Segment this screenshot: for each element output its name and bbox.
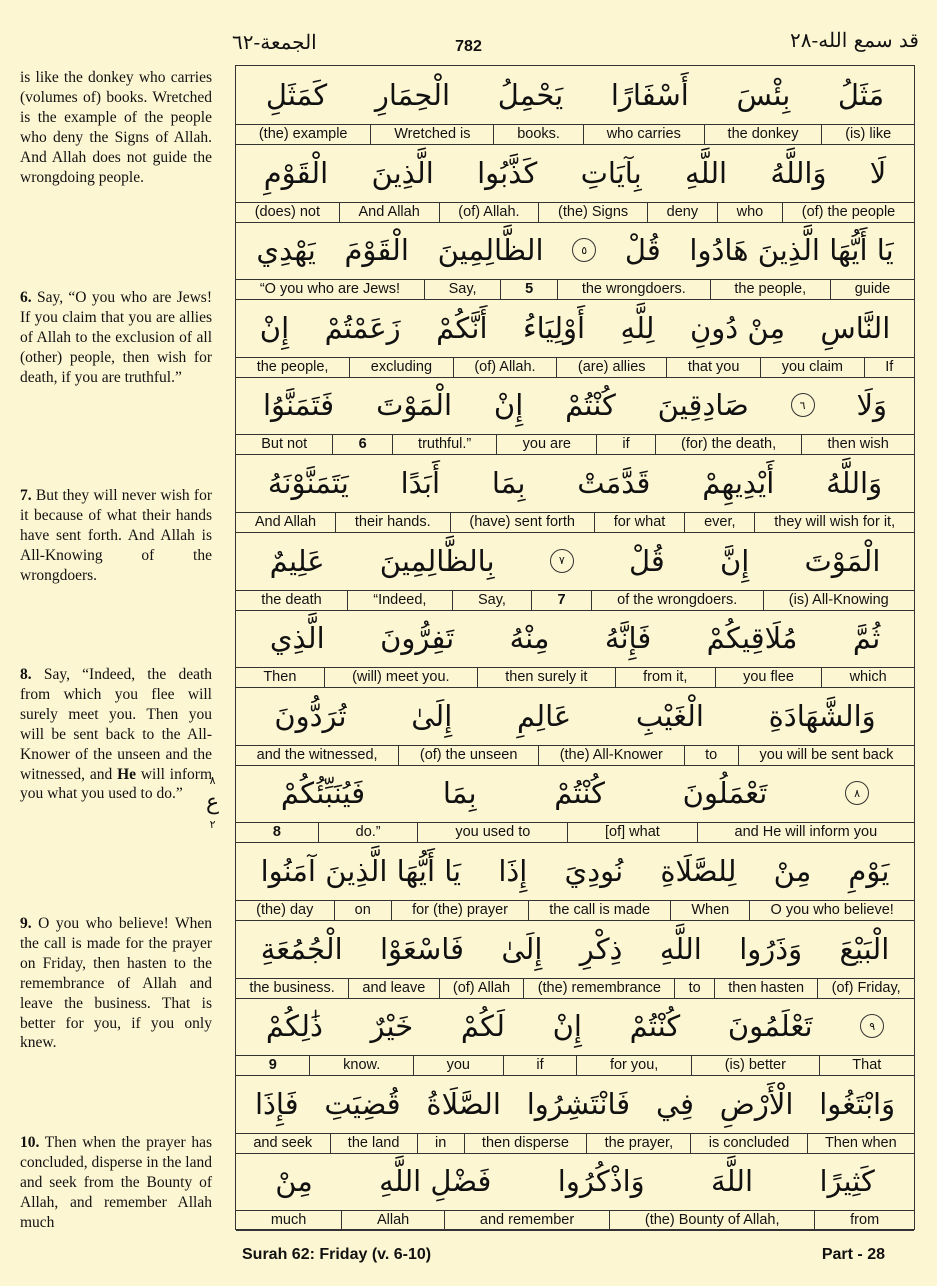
- arabic-word: أَسْفَارًا: [610, 78, 689, 112]
- english-gloss-line: [236, 1133, 914, 1154]
- grid-row: [236, 454, 914, 532]
- grid-row: [236, 299, 914, 377]
- gloss-cell: (of) Allah: [439, 979, 524, 998]
- arabic-word: أَبَدًا: [400, 466, 441, 500]
- arabic-word: كُنْتُمْ: [629, 1009, 681, 1044]
- arabic-word: يَا أَيُّهَا الَّذِينَ آمَنُوا: [260, 854, 462, 888]
- gloss-cell: if: [503, 1056, 577, 1075]
- grid-row: [236, 920, 914, 998]
- verse-number-cell: 9: [268, 1057, 277, 1074]
- arabic-word: كُنْتُمْ: [554, 776, 605, 811]
- gloss-cell: (of) the unseen: [398, 746, 538, 765]
- ayah-end-mark: ٨: [845, 781, 869, 805]
- arabic-word: مِنْهُ: [509, 621, 550, 656]
- gloss-cell: of the wrongdoers.: [591, 591, 763, 610]
- surah-header-arabic: الجمعة-٦٢: [232, 30, 317, 54]
- grid-row: [236, 842, 914, 920]
- arabic-word: مَثَلُ: [837, 78, 885, 112]
- arabic-word: تَعْلَمُونَ: [727, 1009, 813, 1044]
- gloss-cell: Then when: [807, 1134, 914, 1153]
- arabic-line: [236, 687, 914, 745]
- arabic-word: عَالِمِ: [516, 698, 572, 733]
- gloss-cell: (the) Signs: [538, 203, 647, 222]
- arabic-word: زَعَمْتُمْ: [324, 310, 401, 345]
- verse-translation: 9. O you who believe! When the call is made for the prayer on Friday, then hasten to the remembrance of Allah and leave the business. That is better for you, if you only knew.: [20, 915, 213, 1052]
- arabic-word: بِآيَاتِ: [580, 155, 642, 190]
- arabic-word: يَا أَيُّهَا الَّذِينَ هَادُوا: [689, 233, 894, 268]
- arabic-word: عَلِيمٌ: [269, 543, 325, 578]
- surah-reference: Surah 62: Friday (v. 6-10): [242, 1246, 432, 1263]
- gloss-cell: (have) sent forth: [450, 513, 594, 532]
- gloss-cell: (the) remembrance: [523, 979, 674, 998]
- arabic-word: مِنْ: [275, 1164, 313, 1199]
- arabic-word: بِالظَّالِمِينَ: [379, 543, 495, 578]
- english-gloss-line: [236, 667, 914, 688]
- grid-row: [236, 221, 914, 299]
- arabic-word: الْجُمُعَةِ: [260, 931, 343, 966]
- arabic-word: مُلَاقِيكُمْ: [706, 621, 798, 656]
- arabic-word: وَاللَّهُ: [770, 155, 827, 190]
- arabic-line: [236, 1152, 914, 1210]
- verse-number: 6.: [20, 289, 32, 306]
- gloss-cell: do.”: [318, 823, 418, 842]
- english-gloss-line: [236, 512, 914, 533]
- arabic-word: الَّذِينَ: [371, 155, 434, 190]
- juz-header-arabic: قد سمع الله-٢٨: [790, 28, 919, 52]
- gloss-cell: much: [270, 1212, 307, 1229]
- arabic-word: الْأَرْضِ: [719, 1086, 794, 1121]
- english-gloss-line: [236, 434, 914, 455]
- gloss-cell: (is) All-Knowing: [763, 591, 914, 610]
- gloss-cell: [of] what: [567, 823, 697, 842]
- gloss-cell: “O you who are Jews!: [259, 281, 401, 298]
- arabic-word: أَوْلِيَاءُ: [522, 310, 586, 345]
- arabic-word: يَهْدِي: [256, 233, 316, 268]
- gloss-cell: you flee: [715, 668, 821, 687]
- gloss-cell: ever,: [684, 513, 754, 532]
- arabic-word: يَحْمِلُ: [497, 78, 564, 112]
- english-gloss-line: [236, 357, 914, 378]
- arabic-word: الْقَوْمَ: [344, 233, 409, 268]
- arabic-word: إِلَىٰ: [501, 931, 543, 966]
- gloss-cell: O you who believe!: [749, 901, 914, 920]
- gloss-cell: (the) Bounty of Allah,: [609, 1211, 814, 1230]
- english-gloss-line: [236, 822, 914, 843]
- gloss-cell: deny: [647, 203, 717, 222]
- arabic-word: إِذَا: [498, 854, 528, 888]
- arabic-word: لَا: [869, 155, 887, 190]
- gloss-cell: and the witnessed,: [256, 746, 378, 763]
- ayah-end-mark: ٦: [791, 393, 815, 417]
- arabic-word: إِنْ: [259, 310, 290, 345]
- verse-translation: 7. But they will never wish for it because of what their hands have sent forth. And Allah is All-Knowing of the wrongdoers.: [20, 487, 212, 584]
- arabic-word: يَتَمَنَّوْنَهُ: [267, 466, 349, 500]
- grid-row: [236, 764, 914, 842]
- verse-number: 8.: [20, 666, 32, 683]
- arabic-word: وَذَرُوا: [739, 931, 803, 966]
- grid-row: [236, 376, 914, 454]
- gloss-cell: excluding: [349, 358, 453, 377]
- arabic-word: الْقَوْمِ: [263, 155, 329, 190]
- arabic-word: خَيْرٌ: [370, 1009, 414, 1044]
- arabic-line: [236, 221, 914, 279]
- arabic-word: كَمَثَلِ: [265, 78, 328, 112]
- arabic-word: وَلَا: [856, 388, 888, 423]
- arabic-word: فَيُنَبِّئُكُمْ: [280, 776, 366, 811]
- arabic-word: لِلَّهِ: [620, 310, 655, 345]
- arabic-word: وَالشَّهَادَةِ: [768, 698, 876, 733]
- arabic-word: كُنْتُمْ: [565, 388, 616, 423]
- arabic-line: [236, 997, 914, 1055]
- gloss-cell: and He will inform you: [697, 823, 914, 842]
- english-gloss-line: [236, 745, 914, 766]
- arabic-word: تَفِرُّونَ: [380, 621, 455, 656]
- arabic-line: [236, 764, 914, 822]
- arabic-line: [236, 842, 914, 900]
- gloss-cell: (for) the death,: [655, 435, 802, 454]
- arabic-word: كَذَّبُوا: [477, 155, 538, 190]
- arabic-word: الْحِمَارِ: [374, 78, 451, 112]
- arabic-word: اللَّهِ: [685, 155, 728, 190]
- arabic-word: أَنَّكُمْ: [436, 310, 488, 345]
- gloss-cell: (the) day: [256, 902, 314, 918]
- gloss-cell: the wrongdoers.: [557, 280, 710, 299]
- arabic-line: [236, 376, 914, 434]
- arabic-word: الظَّالِمِينَ: [437, 233, 544, 268]
- arabic-word: وَاللَّهُ: [826, 466, 883, 500]
- gloss-cell: the business.: [249, 979, 335, 996]
- english-gloss-line: [236, 279, 914, 300]
- arabic-word: بِمَا: [442, 776, 477, 811]
- gloss-cell: for what: [594, 513, 684, 532]
- arabic-word: إِلَىٰ: [411, 698, 453, 733]
- ruku-mark: ٨ ع ٢: [206, 774, 220, 831]
- arabic-word: الْغَيْبِ: [635, 698, 704, 733]
- gloss-cell: the prayer,: [586, 1134, 690, 1153]
- arabic-line: [236, 454, 914, 512]
- grid-row: [236, 1152, 914, 1230]
- gloss-cell: you are: [496, 435, 596, 454]
- gloss-cell: (is) like: [821, 125, 914, 144]
- arabic-word: كَثِيرًا: [819, 1164, 875, 1199]
- arabic-word: نُودِيَ: [564, 854, 624, 888]
- gloss-cell: which: [821, 668, 914, 687]
- ayah-end-mark: ٩: [860, 1014, 884, 1038]
- gloss-cell: When: [670, 901, 749, 920]
- arabic-word: إِنَّ: [719, 543, 750, 578]
- verse-number-cell: 5: [500, 280, 557, 299]
- verse-number: 7.: [20, 487, 32, 504]
- gloss-cell: Wretched is: [370, 125, 493, 144]
- gloss-cell: to: [674, 979, 714, 998]
- gloss-cell: (of) Friday,: [817, 979, 914, 998]
- gloss-cell: the call is made: [528, 901, 670, 920]
- gloss-cell: you: [413, 1056, 503, 1075]
- gloss-cell: they will wish for it,: [754, 513, 914, 532]
- gloss-cell: But not: [261, 436, 308, 453]
- gloss-cell: (does) not: [254, 203, 321, 220]
- arabic-word: فَضْلِ اللَّهِ: [379, 1164, 492, 1199]
- arabic-word: بِمَا: [491, 466, 526, 500]
- gloss-cell: And Allah: [254, 514, 317, 530]
- arabic-word: صَادِقِينَ: [657, 388, 749, 423]
- gloss-cell: the land: [330, 1134, 417, 1153]
- arabic-word: فَإِذَا: [254, 1086, 299, 1121]
- gloss-cell: Say,: [424, 280, 501, 299]
- gloss-cell: you used to: [417, 823, 567, 842]
- gloss-cell: the donkey: [704, 125, 822, 144]
- arabic-word: الْمَوْتَ: [376, 388, 453, 423]
- english-gloss-line: [236, 978, 914, 999]
- gloss-cell: who carries: [583, 125, 704, 144]
- page-number: 782: [455, 38, 482, 55]
- arabic-word: اللَّهَ: [711, 1164, 754, 1199]
- gloss-cell: then surely it: [477, 668, 615, 687]
- grid-row: [236, 66, 914, 144]
- english-gloss-line: [236, 1055, 914, 1076]
- part-label: Part - 28: [821, 1246, 885, 1263]
- gloss-cell: to: [684, 746, 738, 765]
- gloss-cell: know.: [309, 1056, 412, 1075]
- gloss-cell: on: [334, 901, 391, 920]
- gloss-cell: from it,: [615, 668, 715, 687]
- arabic-line: [236, 66, 914, 124]
- arabic-word: فَانْتَشِرُوا: [526, 1086, 631, 1121]
- grid-row: [236, 1075, 914, 1153]
- gloss-cell: the people,: [256, 358, 329, 375]
- gloss-cell: from: [814, 1211, 914, 1230]
- ayah-end-mark: ٧: [550, 549, 574, 573]
- verse-number: 10.: [20, 1134, 40, 1151]
- gloss-cell: then wish: [801, 435, 914, 454]
- arabic-line: [236, 1075, 914, 1133]
- english-gloss-line: [236, 202, 914, 223]
- arabic-word: ثُمَّ: [852, 621, 881, 656]
- gloss-cell: books.: [493, 125, 582, 144]
- ayah-end-mark: ٥: [572, 238, 596, 262]
- grid-row: [236, 532, 914, 610]
- english-gloss-line: [236, 590, 914, 611]
- arabic-word: النَّاسِ: [820, 310, 891, 345]
- arabic-word: لِلصَّلَاةِ: [660, 854, 737, 888]
- gloss-cell: you claim: [760, 358, 864, 377]
- gloss-cell: And Allah: [339, 203, 439, 222]
- arabic-word: ذِكْرِ: [579, 931, 623, 966]
- gloss-cell: (is) better: [691, 1056, 819, 1075]
- gloss-cell: Then: [263, 669, 297, 686]
- gloss-cell: If: [864, 358, 914, 377]
- arabic-word: ذَٰلِكُمْ: [265, 1009, 323, 1044]
- gloss-cell: guide: [830, 280, 914, 299]
- gloss-cell: Say,: [452, 591, 532, 610]
- grid-row: [236, 609, 914, 687]
- arabic-line: [236, 532, 914, 590]
- english-gloss-line: [236, 124, 914, 145]
- grid-row: [236, 687, 914, 765]
- gloss-cell: in: [417, 1134, 464, 1153]
- arabic-line: [236, 299, 914, 357]
- gloss-cell: then disperse: [464, 1134, 587, 1153]
- arabic-word: وَاذْكُرُوا: [557, 1164, 645, 1199]
- arabic-word: قَدَّمَتْ: [577, 466, 651, 500]
- gloss-cell: you will be sent back: [738, 746, 914, 765]
- verse-translation: 10. Then when the prayer has concluded, disperse in the land and seek from the Bounty of Allah, and remember Allah much: [20, 1134, 212, 1231]
- gloss-cell: (the) example: [258, 126, 348, 142]
- arabic-word: قُلْ: [624, 233, 661, 268]
- gloss-cell: “Indeed,: [347, 591, 452, 610]
- gloss-cell: their hands.: [335, 513, 450, 532]
- english-gloss-line: [236, 1210, 914, 1231]
- gloss-cell: (are) allies: [556, 358, 666, 377]
- verse-number: 9.: [20, 915, 32, 932]
- arabic-word: قُلْ: [628, 543, 665, 578]
- gloss-cell: (the) All-Knower: [538, 746, 683, 765]
- gloss-cell: and leave: [348, 979, 438, 998]
- arabic-line: [236, 920, 914, 978]
- gloss-cell: then hasten: [714, 979, 817, 998]
- arabic-word: الَّذِي: [269, 621, 325, 656]
- arabic-word: فَإِنَّهُ: [604, 621, 652, 656]
- arabic-word: الصَّلَاةُ: [426, 1086, 501, 1121]
- arabic-word: تَعْمَلُونَ: [682, 776, 768, 811]
- gloss-cell: for you,: [576, 1056, 691, 1075]
- gloss-cell: That: [819, 1056, 914, 1075]
- grid-row: [236, 997, 914, 1075]
- verse-number-cell: 6: [332, 435, 391, 454]
- gloss-cell: Allah: [341, 1211, 444, 1230]
- arabic-word: تُرَدُّونَ: [274, 698, 347, 733]
- arabic-word: مِنْ دُونِ: [689, 310, 785, 345]
- gloss-cell: if: [596, 435, 655, 454]
- gloss-cell: the people,: [710, 280, 830, 299]
- verse-number-cell: 8: [272, 824, 281, 841]
- verse-translation: is like the donkey who carries (volumes of) books. Wretched is the example of the people who deny the Signs of Allah. And Allah does not guide the wrongdoing people.: [20, 69, 212, 186]
- arabic-word: قُضِيَتِ: [324, 1086, 401, 1121]
- gloss-cell: truthful.”: [392, 435, 497, 454]
- gloss-cell: that you: [666, 358, 760, 377]
- gloss-cell: and remember: [444, 1211, 609, 1230]
- arabic-word: فِي: [655, 1086, 694, 1121]
- arabic-word: بِئْسَ: [736, 78, 791, 112]
- verse-translation: 6. Say, “O you who are Jews! If you claim that you are allies of Allah to the exclusion of all (other) people, then wish for death, if you are truthful.”: [20, 289, 213, 386]
- arabic-word: إِنْ: [493, 388, 524, 423]
- gloss-cell: and seek: [253, 1134, 313, 1151]
- gloss-cell: (of) Allah.: [453, 358, 557, 377]
- gloss-cell: (will) meet you.: [324, 668, 477, 687]
- verse-number-cell: 7: [531, 591, 591, 610]
- gloss-cell: is concluded: [690, 1134, 806, 1153]
- gloss-cell: for (the) prayer: [391, 901, 528, 920]
- arabic-word: يَوْمِ: [848, 854, 890, 888]
- gloss-cell: the death: [261, 591, 322, 608]
- arabic-word: الْمَوْتَ: [804, 543, 881, 578]
- word-by-word-grid: [235, 65, 915, 1230]
- arabic-line: [236, 144, 914, 202]
- english-gloss-line: [236, 900, 914, 921]
- gloss-cell: (of) the people: [782, 203, 914, 222]
- arabic-word: فَتَمَنَّوُا: [263, 388, 335, 423]
- verse-translation: 8. Say, “Indeed, the death from which you flee will surely meet you. Then you will be sent back to the All-Knower of the unseen and the witnessed, and He will inform you what you used to do.”: [20, 666, 213, 803]
- arabic-word: أَيْدِيهِمْ: [702, 466, 775, 500]
- arabic-word: فَاسْعَوْا: [379, 931, 465, 966]
- arabic-word: الْبَيْعَ: [839, 931, 890, 966]
- gloss-cell: (of) Allah.: [439, 203, 539, 222]
- arabic-word: وَابْتَغُوا: [819, 1086, 896, 1121]
- arabic-word: مِنْ: [773, 854, 812, 888]
- gloss-cell: who: [717, 203, 782, 222]
- arabic-word: اللَّهِ: [659, 931, 702, 966]
- arabic-line: [236, 609, 914, 667]
- grid-row: [236, 144, 914, 222]
- arabic-word: لَكُمْ: [460, 1009, 505, 1044]
- arabic-word: إِنْ: [552, 1009, 582, 1044]
